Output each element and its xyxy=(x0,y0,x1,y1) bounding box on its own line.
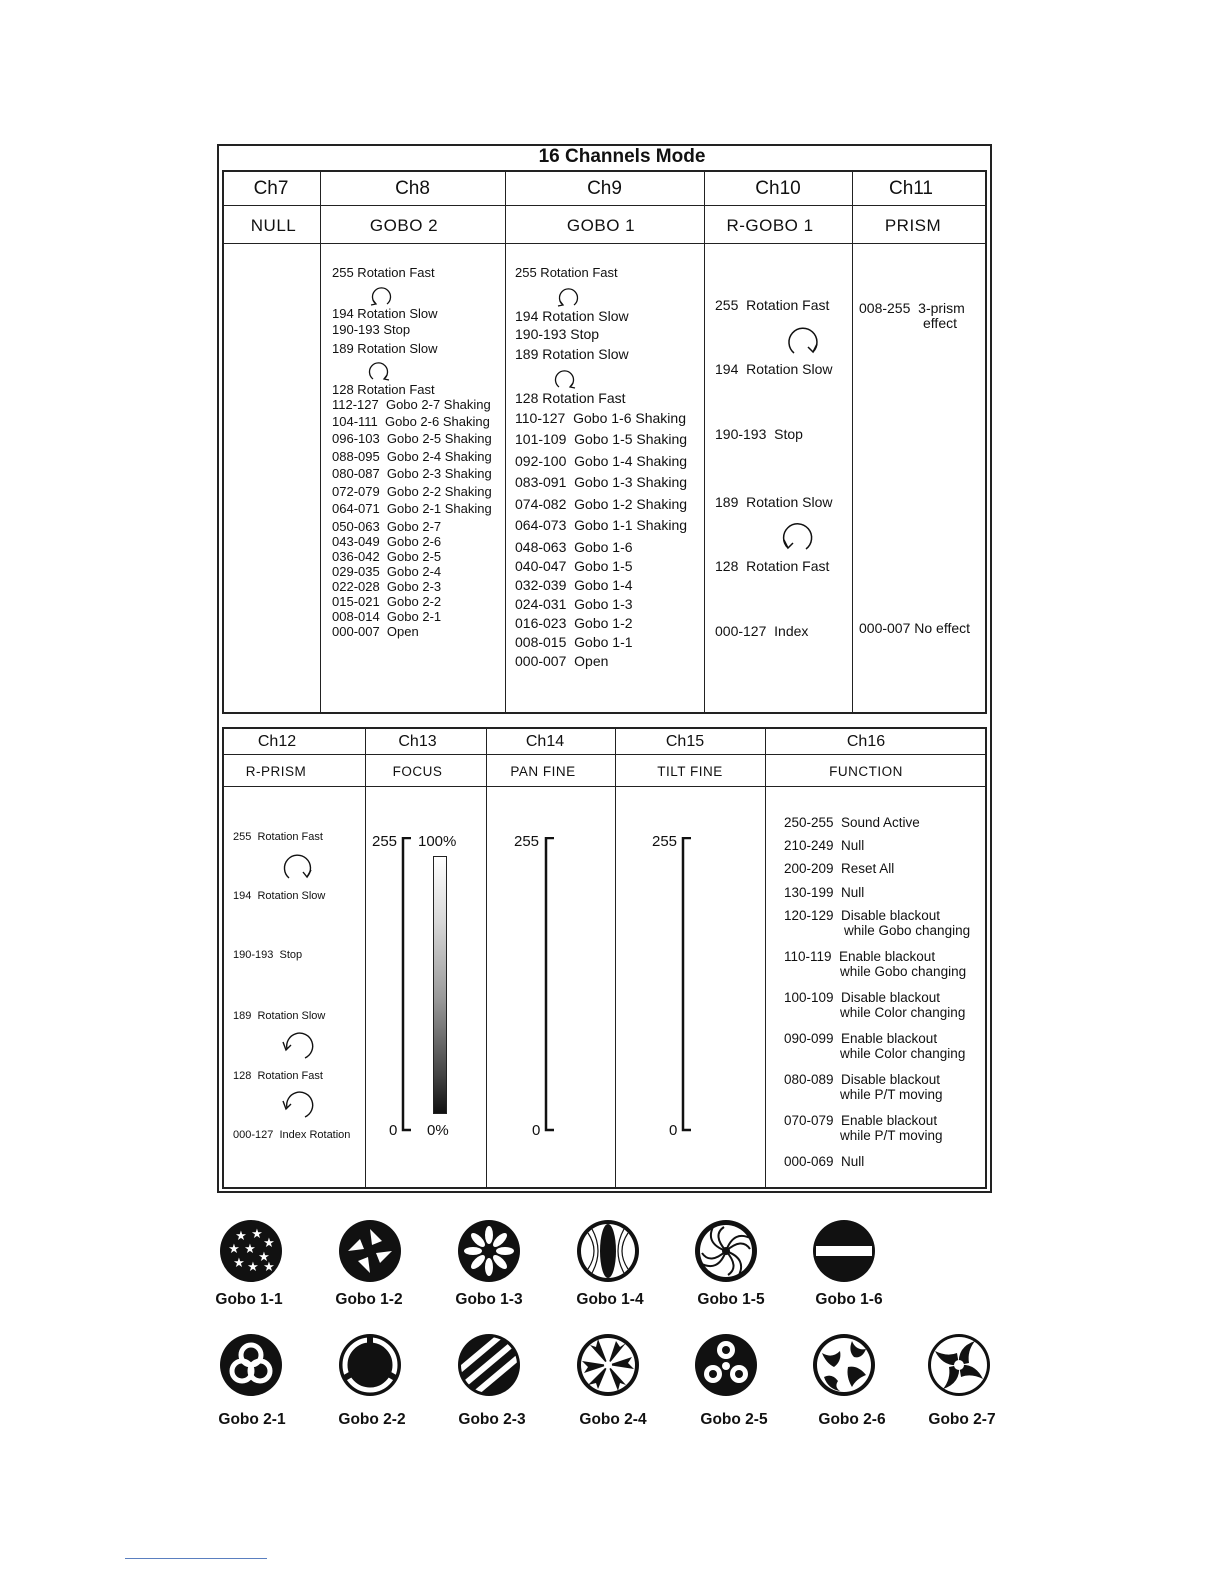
ch8-stop: 190-193 Stop xyxy=(332,322,411,337)
svg-text:★: ★ xyxy=(233,1256,245,1271)
ch12-header: Ch12 xyxy=(257,733,297,750)
gobo-label: Gobo 2-7 xyxy=(928,1411,996,1428)
ch8-row: 112-127 Gobo 2-7 Shaking xyxy=(332,397,491,412)
ch8-row: 022-028 Gobo 2-3 xyxy=(332,579,442,594)
ch16-desc: Disable blackout xyxy=(841,990,941,1005)
upper-divider xyxy=(222,243,987,244)
svg-text:★: ★ xyxy=(258,1250,270,1265)
ch9-rotation-slow-2: 189 Rotation Slow xyxy=(515,346,629,362)
ch16-desc: Enable blackout xyxy=(841,1113,938,1128)
ch16-desc: Sound Active xyxy=(841,815,920,830)
gobo-label: Gobo 1-6 xyxy=(815,1291,883,1308)
ch16-value: 090-099 xyxy=(784,1031,834,1046)
ch13-name: FOCUS xyxy=(392,764,443,779)
lower-divider xyxy=(765,727,766,1189)
ch15-bottom-value: 0 xyxy=(669,1122,678,1139)
ch11-prism-effect: effect xyxy=(923,315,957,331)
ch16-name: FUNCTION xyxy=(829,764,903,779)
ch9-row: 024-031 Gobo 1-3 xyxy=(515,596,633,612)
ch16-value: 210-249 xyxy=(784,838,834,853)
ch9-row: 110-127 Gobo 1-6 Shaking xyxy=(515,410,686,426)
ch16-desc-2: while Gobo changing xyxy=(844,923,971,938)
ch16-value: 250-255 xyxy=(784,815,834,830)
gobo-1-4-lens-icon xyxy=(576,1219,640,1283)
ch16-desc: Enable blackout xyxy=(839,949,936,964)
gobo-2-3-stripes-icon xyxy=(457,1333,521,1397)
ch9-row: 083-091 Gobo 1-3 Shaking xyxy=(515,474,688,490)
lower-divider xyxy=(222,754,987,755)
ch11-header: Ch11 xyxy=(888,178,933,199)
ch16-desc: Null xyxy=(841,1154,865,1169)
gobo-label: Gobo 1-3 xyxy=(455,1291,523,1308)
ch9-row: 048-063 Gobo 1-6 xyxy=(515,539,633,555)
gobo-2-6-cracked-icon xyxy=(812,1333,876,1397)
ch8-row: 029-035 Gobo 2-4 xyxy=(332,564,442,579)
upper-divider xyxy=(320,170,321,714)
ch9-row: 101-109 Gobo 1-5 Shaking xyxy=(515,431,688,447)
ch8-rotation-slow-2: 189 Rotation Slow xyxy=(332,341,438,356)
rotation-arrow-icon xyxy=(368,283,394,307)
ch16-desc: Null xyxy=(841,838,865,853)
footnote-separator xyxy=(125,1558,267,1559)
ch9-name: GOBO 1 xyxy=(566,216,636,235)
rotation-arrow-icon xyxy=(278,1028,316,1062)
ch8-row: 050-063 Gobo 2-7 xyxy=(332,519,442,534)
gobo-2-5-trefoil-icon xyxy=(694,1333,758,1397)
ch13-top-value: 255 xyxy=(372,833,398,850)
ch9-rotation-fast-2: 128 Rotation Fast xyxy=(515,390,626,406)
ch16-desc: Null xyxy=(841,885,865,900)
ch16-value: 200-209 xyxy=(784,861,834,876)
ch14-bottom-value: 0 xyxy=(532,1122,541,1139)
ch8-row: 000-007 Open xyxy=(332,624,419,639)
ch9-row: 000-007 Open xyxy=(515,653,609,669)
svg-text:★: ★ xyxy=(263,1236,275,1251)
ch10-rotation-fast-2: 128 Rotation Fast xyxy=(715,558,830,574)
ch9-row: 032-039 Gobo 1-4 xyxy=(515,577,633,593)
svg-text:★: ★ xyxy=(251,1227,263,1242)
ch8-name: GOBO 2 xyxy=(369,216,439,235)
page-title: 16 Channels Mode xyxy=(538,146,706,167)
ch14-header: Ch14 xyxy=(525,733,565,750)
ch16-value: 100-109 xyxy=(784,990,834,1005)
ch16-desc: Enable blackout xyxy=(841,1031,938,1046)
ch13-bottom-percent: 0% xyxy=(427,1122,449,1139)
ch15-header: Ch15 xyxy=(665,733,705,750)
gobo-label: Gobo 2-6 xyxy=(818,1411,886,1428)
upper-divider xyxy=(222,205,987,206)
ch10-index: 000-127 Index xyxy=(715,623,809,639)
ch16-desc-2: while P/T moving xyxy=(840,1087,943,1102)
gobo-label: Gobo 1-1 xyxy=(215,1291,283,1308)
gobo-2-2-ring-icon xyxy=(338,1333,402,1397)
lower-divider xyxy=(615,727,616,1189)
rotation-arrow-icon xyxy=(778,518,818,554)
ch12-rotation-fast: 255 Rotation Fast xyxy=(233,831,323,843)
ch9-row: 074-082 Gobo 1-2 Shaking xyxy=(515,496,688,512)
ch16-value: 110-119 xyxy=(784,949,832,964)
gobo-2-1-knot-icon xyxy=(219,1333,283,1397)
ch15-top-value: 255 xyxy=(652,833,678,850)
ch8-row: 088-095 Gobo 2-4 Shaking xyxy=(332,449,492,464)
ch12-rotation-slow: 194 Rotation Slow xyxy=(233,890,326,902)
ch12-name: R-PRISM xyxy=(245,764,307,779)
gobo-label: Gobo 1-2 xyxy=(335,1291,403,1308)
ch16-desc-2: while Color changing xyxy=(840,1046,966,1061)
ch16-header: Ch16 xyxy=(846,733,886,750)
ch8-row: 072-079 Gobo 2-2 Shaking xyxy=(332,484,492,499)
ch9-rotation-fast: 255 Rotation Fast xyxy=(515,265,618,280)
svg-text:★: ★ xyxy=(244,1242,256,1257)
ch11-prism: 008-255 3-prism xyxy=(859,300,965,316)
gobo-1-5-swirl-icon xyxy=(694,1219,758,1283)
ch8-row: 104-111 Gobo 2-6 Shaking xyxy=(332,414,490,429)
ch9-header: Ch9 xyxy=(587,178,622,199)
ch15-name: TILT FINE xyxy=(657,764,723,779)
ch16-value: 070-079 xyxy=(784,1113,834,1128)
ch13-top-percent: 100% xyxy=(418,833,457,850)
lower-divider xyxy=(222,786,987,787)
upper-divider xyxy=(505,170,506,714)
ch13-header: Ch13 xyxy=(398,733,437,750)
ch16-desc: Reset All xyxy=(841,861,895,876)
ch11-name: PRISM xyxy=(884,216,942,235)
ch16-value: 080-089 xyxy=(784,1072,834,1087)
pan-fine-scale-bracket xyxy=(543,837,557,1133)
ch16-desc-2: while Color changing xyxy=(840,1005,966,1020)
ch9-row: 016-023 Gobo 1-2 xyxy=(515,615,633,631)
gobo-2-4-zigzag-icon xyxy=(576,1333,640,1397)
ch8-row: 015-021 Gobo 2-2 xyxy=(332,594,442,609)
ch8-row: 064-071 Gobo 2-1 Shaking xyxy=(332,501,492,516)
lower-divider xyxy=(486,727,487,1189)
ch8-row: 036-042 Gobo 2-5 xyxy=(332,549,442,564)
upper-divider xyxy=(704,170,705,714)
ch7-name: NULL xyxy=(250,216,297,235)
rotation-arrow-icon xyxy=(555,284,581,308)
ch12-rotation-slow-2: 189 Rotation Slow xyxy=(233,1010,326,1022)
tilt-fine-scale-bracket xyxy=(680,837,694,1133)
gobo-2-7-spiral-icon xyxy=(927,1333,991,1397)
rotation-arrow-icon xyxy=(279,848,317,882)
ch8-rotation-fast: 255 Rotation Fast xyxy=(332,265,435,280)
upper-divider xyxy=(852,170,853,714)
gobo-1-2-pinwheel-icon xyxy=(338,1219,402,1283)
ch9-stop: 190-193 Stop xyxy=(515,326,600,342)
gobo-label: Gobo 2-4 xyxy=(579,1411,647,1428)
svg-text:★: ★ xyxy=(263,1260,275,1275)
focus-scale-bracket xyxy=(400,837,414,1133)
ch12-index-rotation: 000-127 Index Rotation xyxy=(233,1129,351,1141)
ch8-row: 080-087 Gobo 2-3 Shaking xyxy=(332,466,492,481)
gobo-1-6-bar-icon xyxy=(812,1219,876,1283)
ch9-row: 040-047 Gobo 1-5 xyxy=(515,558,633,574)
gobo-1-3-flower-icon xyxy=(457,1219,521,1283)
gobo-label: Gobo 2-2 xyxy=(338,1411,406,1428)
ch12-rotation-fast-2: 128 Rotation Fast xyxy=(233,1070,323,1082)
ch10-rotation-fast: 255 Rotation Fast xyxy=(715,297,830,313)
ch8-row: 008-014 Gobo 2-1 xyxy=(332,609,442,624)
rotation-arrow-icon xyxy=(278,1087,316,1121)
ch10-rotation-slow: 194 Rotation Slow xyxy=(715,361,833,377)
gobo-label: Gobo 2-1 xyxy=(218,1411,286,1428)
ch10-name: R-GOBO 1 xyxy=(726,216,814,235)
gobo-label: Gobo 2-5 xyxy=(700,1411,768,1428)
ch12-stop: 190-193 Stop xyxy=(233,949,303,961)
ch16-value: 120-129 xyxy=(784,908,834,923)
ch16-desc: Disable blackout xyxy=(841,908,941,923)
lower-divider xyxy=(365,727,366,1189)
ch9-rotation-slow: 194 Rotation Slow xyxy=(515,308,629,324)
ch8-rotation-fast-2: 128 Rotation Fast xyxy=(332,382,435,397)
ch7-header: Ch7 xyxy=(253,178,289,199)
ch13-bottom-value: 0 xyxy=(389,1122,398,1139)
ch16-desc-2: while P/T moving xyxy=(840,1128,943,1143)
ch10-header: Ch10 xyxy=(755,178,801,199)
ch8-rotation-slow: 194 Rotation Slow xyxy=(332,306,438,321)
svg-text:★: ★ xyxy=(247,1260,259,1275)
rotation-arrow-icon xyxy=(366,358,392,382)
ch9-row: 092-100 Gobo 1-4 Shaking xyxy=(515,453,688,469)
gobo-1-1-stars-icon xyxy=(219,1219,283,1283)
ch16-value: 000-069 xyxy=(784,1154,834,1169)
ch9-row: 064-073 Gobo 1-1 Shaking xyxy=(515,517,688,533)
ch8-header: Ch8 xyxy=(395,178,430,199)
ch8-row: 096-103 Gobo 2-5 Shaking xyxy=(332,431,492,446)
ch8-row: 043-049 Gobo 2-6 xyxy=(332,534,442,549)
ch16-desc-2: while Gobo changing xyxy=(840,964,967,979)
ch14-name: PAN FINE xyxy=(510,764,576,779)
gobo-label: Gobo 1-4 xyxy=(576,1291,644,1308)
ch10-stop: 190-193 Stop xyxy=(715,426,803,442)
svg-text:★: ★ xyxy=(235,1229,247,1244)
ch16-desc: Disable blackout xyxy=(841,1072,941,1087)
gobo-label: Gobo 1-5 xyxy=(697,1291,765,1308)
ch9-row: 008-015 Gobo 1-1 xyxy=(515,634,633,650)
focus-gradient-bar xyxy=(433,856,447,1114)
svg-text:★: ★ xyxy=(228,1242,240,1257)
ch11-no-effect: 000-007 No effect xyxy=(859,620,971,636)
gobo-label: Gobo 2-3 xyxy=(458,1411,526,1428)
rotation-arrow-icon xyxy=(552,366,578,390)
ch16-value: 130-199 xyxy=(784,885,834,900)
rotation-arrow-icon xyxy=(783,322,823,358)
ch14-top-value: 255 xyxy=(514,833,540,850)
ch10-rotation-slow-2: 189 Rotation Slow xyxy=(715,494,833,510)
